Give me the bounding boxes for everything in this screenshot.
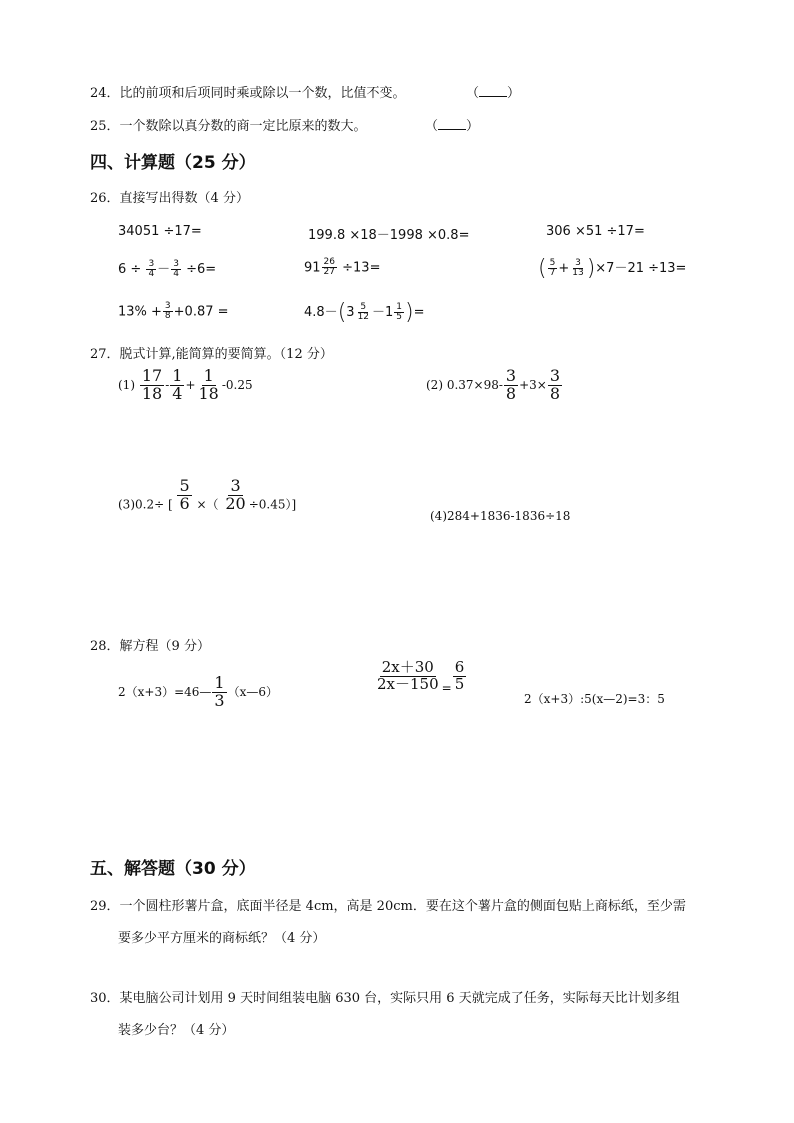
fraction: $\frac{1}{5}$ (396, 301, 403, 322)
q26-item-7: 13% + $\frac{3}{8}$ +0.87 = (118, 301, 229, 322)
q29-line-2: 要多少平方厘米的商标纸？（4 分） (118, 931, 326, 946)
fraction: $\frac{3}{8}$ (505, 366, 517, 403)
fraction: $\frac{3}{20}$ (225, 476, 246, 513)
fraction: $\frac{3}{8}$ (549, 366, 561, 403)
fraction: $\frac{3}{13}$ (572, 257, 584, 278)
section-5-title: 五、解答题（30 分） (90, 859, 256, 879)
fraction: $\frac{5}{12}$ (357, 301, 370, 322)
q26-item-5: 91 $\frac{26}{27}$ ÷13= (304, 257, 381, 278)
fraction: $\frac{5}{7}$ (549, 257, 556, 278)
q28-equation-1: 2（x+3）=46— $\frac{1}{3}$ （x—6） (118, 673, 279, 710)
section-4-title: 四、计算题（25 分） (90, 153, 256, 173)
q24-number: 24． (90, 86, 120, 101)
q26-item-6: ( $\frac{5}{7}$ + $\frac{3}{13}$ )×7－21 ÷13= (538, 256, 687, 281)
fraction: $\frac{17}{18}$ (141, 366, 163, 403)
fraction: $\frac{26}{27}$ (323, 257, 335, 278)
fraction: $\frac{3}{8}$ (164, 301, 171, 322)
blank-line (438, 118, 466, 130)
paren-left: （ (425, 119, 439, 134)
q25-text: 一个数除以真分数的商一定比原来的数大。 (119, 119, 367, 134)
question-25 (90, 115, 367, 134)
fraction: $\frac{2x+30}{2x-150}$ (377, 658, 439, 693)
q24-text: 比的前项和后项同时乘或除以一个数，比值不变。 (119, 86, 406, 101)
fraction: $\frac{3}{4}$ (148, 258, 155, 279)
q26-item-1: 34051 ÷17= (118, 224, 202, 239)
q27-part-1: (1) $\frac{17}{18}$ - $\frac{1}{4}$ + $\frac{1}{18}$ -0.25 (118, 366, 253, 403)
q28-label: 28．解方程（9 分） (90, 639, 210, 654)
q25-answer-blank[interactable] (425, 115, 479, 134)
q26-item-8: 4.8－(3 $\frac{5}{12}$ －1 $\frac{1}{5}$ )= (304, 300, 425, 325)
paren-right: ） (507, 86, 521, 101)
question-24 (90, 82, 406, 101)
q27-part-3: (3)0.2÷ [ $\frac{5}{6}$ ×（ $\frac{3}{20}$ ÷0.45）] (118, 476, 297, 513)
q27-label: 27．脱式计算,能简算的要简算。（12 分） (90, 347, 333, 362)
blank-line (479, 85, 507, 97)
q27-part-4: (4)284+1836-1836÷18 (430, 509, 571, 523)
fraction: $\frac{1}{3}$ (214, 673, 225, 710)
fraction: $\frac{3}{4}$ (173, 258, 179, 279)
q25-number: 25． (90, 119, 120, 134)
q29-line-1: 29．一个圆柱形薯片盒，底面半径是 4cm，高是 20cm．要在这个薯片盒的侧面包贴上商标纸，至少需 (90, 899, 686, 914)
q30-line-2: 装多少台？（4 分） (118, 1023, 235, 1038)
paren-left: （ (466, 86, 480, 101)
q26-item-3: 306 ×51 ÷17= (546, 224, 645, 239)
fraction: $\frac{1}{18}$ (198, 366, 219, 403)
q26-item-4: 6 ÷ $\frac{3}{4}$ － $\frac{3}{4}$ ÷6= (118, 258, 217, 279)
q26-item-2: 199.8 ×18－1998 ×0.8= (308, 228, 470, 243)
q30-line-1: 30．某电脑公司计划用 9 天时间组装电脑 630 台，实际只用 6 天就完成了任务，实际每天比计划多组 (90, 991, 680, 1006)
q24-answer-blank[interactable] (466, 82, 520, 101)
fraction: $\frac{1}{4}$ (172, 366, 183, 403)
q26-label: 26．直接写出得数（4 分） (90, 191, 249, 206)
q28-equation-3: 2（x+3）:5(x—2)=3：5 (524, 692, 665, 706)
paren-right: ） (466, 119, 480, 134)
q27-part-2: (2) 0.37×98- $\frac{3}{8}$ +3× $\frac{3}{8}$ (426, 366, 561, 403)
fraction: $\frac{6}{5}$ (454, 658, 465, 693)
fraction: $\frac{5}{6}$ (179, 476, 190, 513)
q28-equation-2: $\frac{2x+30}{2x-150}$ = $\frac{6}{5}$ (377, 658, 465, 695)
